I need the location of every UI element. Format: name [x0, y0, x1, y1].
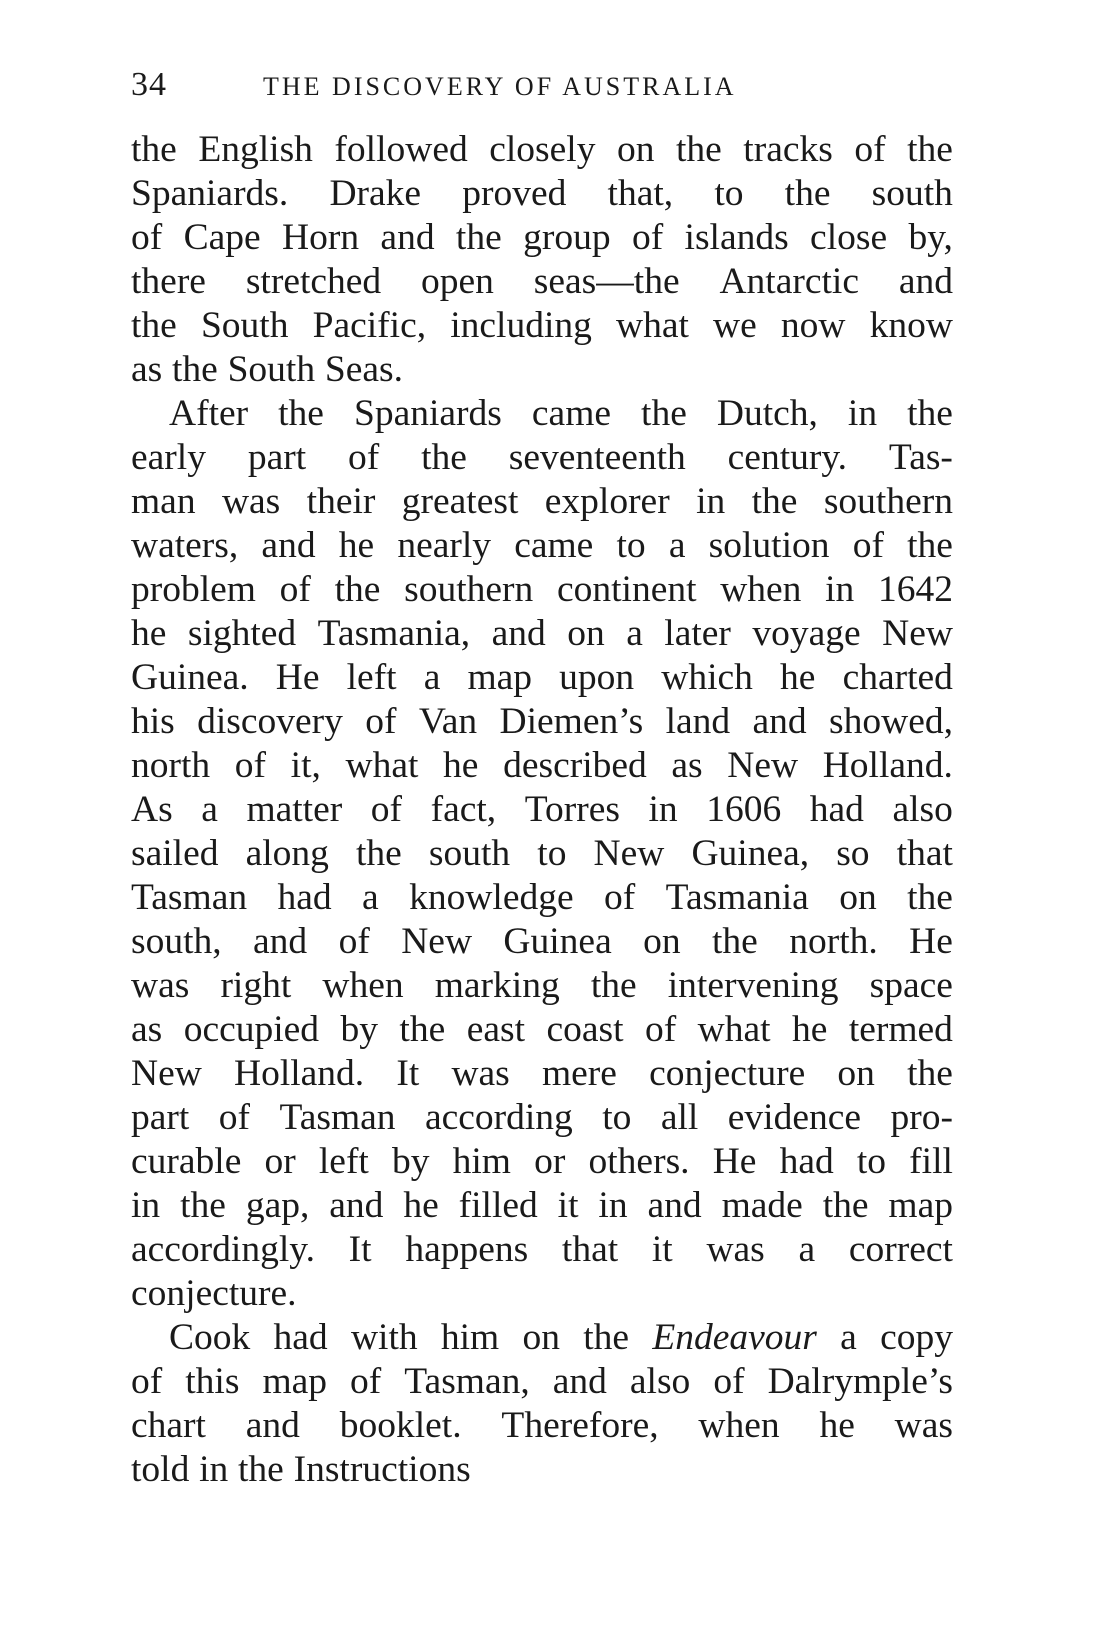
text-line: Spaniards. Drake proved that, to the south — [131, 173, 953, 214]
text-line: as occupied by the east coast of what he termed — [131, 1009, 953, 1050]
text-line: accordingly. It happens that it was a correct — [131, 1229, 953, 1270]
text-line: he sighted Tasmania, and on a later voyage New — [131, 613, 953, 654]
text-line: problem of the southern continent when in 1642 — [131, 569, 953, 610]
page-number: 34 — [131, 66, 167, 103]
text-line: as the South Seas. — [131, 349, 403, 390]
text-line: conjecture. — [131, 1273, 297, 1314]
text-line: of Cape Horn and the group of islands close by, — [131, 217, 953, 258]
text-line: south, and of New Guinea on the north. He — [131, 921, 953, 962]
text-line: part of Tasman according to all evidence pro- — [131, 1097, 953, 1138]
text-line: in the gap, and he filled it in and made the map — [131, 1185, 953, 1226]
text-line: chart and booklet. Therefore, when he was — [131, 1405, 953, 1446]
text-line: north of it, what he described as New Holland. — [131, 745, 953, 786]
paragraph-2 — [131, 392, 953, 1316]
text-line: was right when marking the intervening space — [131, 965, 953, 1006]
text-line: the English followed closely on the tracks of the — [131, 129, 953, 170]
text-line: man was their greatest explorer in the southern — [131, 481, 953, 522]
text-line: sailed along the south to New Guinea, so that — [131, 833, 953, 874]
text-line: After the Spaniards came the Dutch, in the — [169, 393, 953, 434]
text-line: curable or left by him or others. He had to fill — [131, 1141, 953, 1182]
text-line: waters, and he nearly came to a solution of the — [131, 525, 953, 566]
text-line: early part of the seventeenth century. Tas- — [131, 437, 953, 478]
text-line: there stretched open seas—the Antarctic and — [131, 261, 953, 302]
text-line: As a matter of fact, Torres in 1606 had also — [131, 789, 953, 830]
text-line: Guinea. He left a map upon which he charted — [131, 657, 953, 698]
text-line: his discovery of Van Diemen’s land and showed, — [131, 701, 953, 742]
text-line: the South Pacific, including what we now know — [131, 305, 953, 346]
text-line: of this map of Tasman, and also of Dalrymple’s — [131, 1361, 953, 1402]
paragraph-3 — [131, 1316, 953, 1492]
running-title: THE DISCOVERY OF AUSTRALIA — [263, 72, 737, 101]
running-head — [131, 66, 961, 116]
text-line: told in the Instructions — [131, 1449, 471, 1490]
text-line: Cook had with him on the Endeavour a copy — [169, 1317, 953, 1358]
body-text — [131, 128, 953, 1492]
text-line: Tasman had a knowledge of Tasmania on the — [131, 877, 953, 918]
paragraph-1 — [131, 128, 953, 392]
text-line: New Holland. It was mere conjecture on the — [131, 1053, 953, 1094]
